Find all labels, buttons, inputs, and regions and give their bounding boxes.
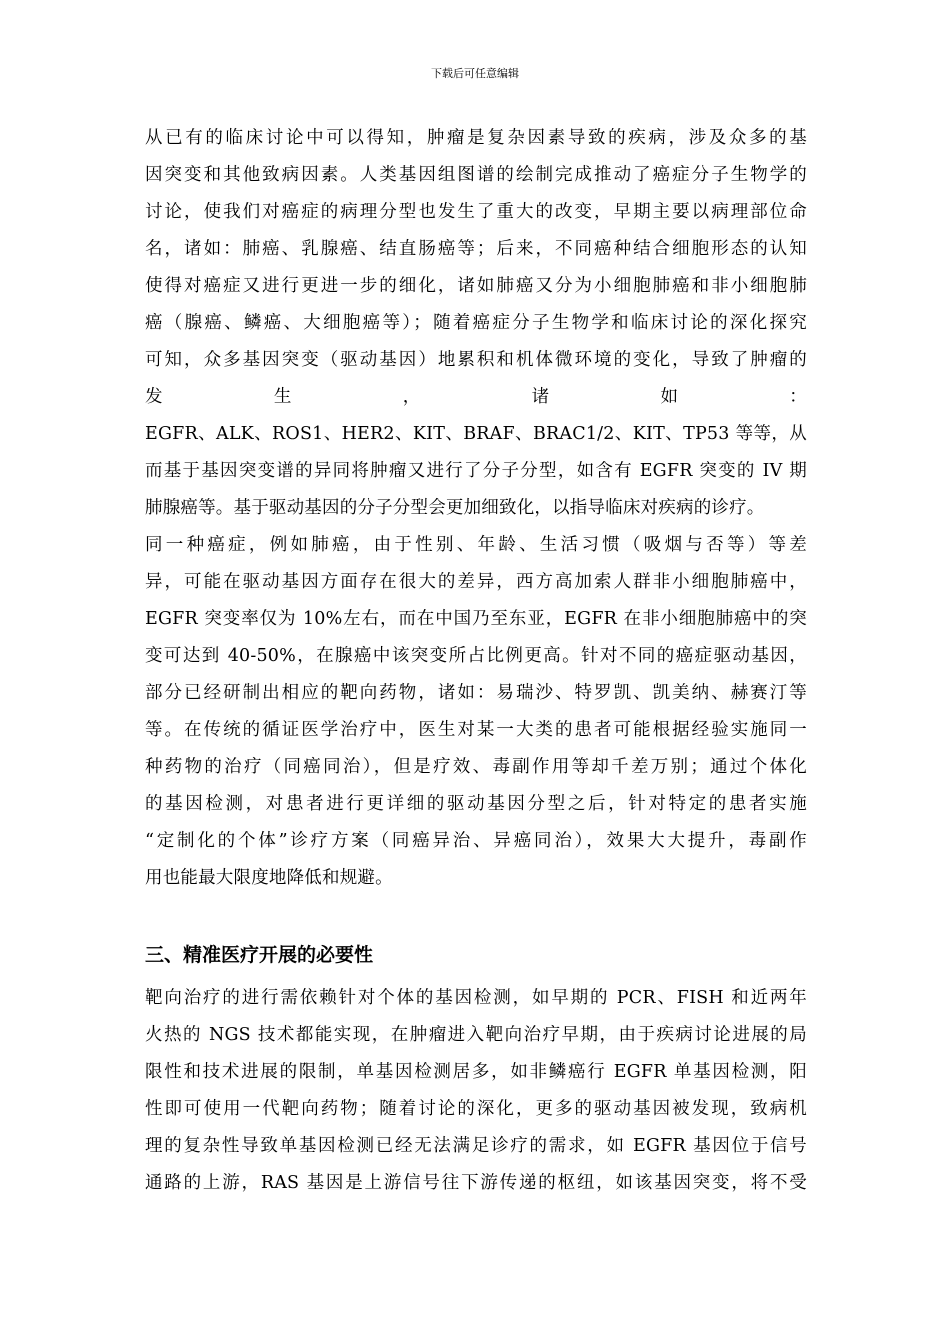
section-spacer [145, 897, 807, 934]
text-line: 肺腺癌等。基于驱动基因的分子分型会更加细致化，以指导临床对疾病的诊疗。 [145, 498, 765, 518]
text-line: “定制化的个体”诊疗方案（同癌异治、异癌同治），效果大大提升，毒副作 [145, 831, 807, 851]
section-heading: 三、精准医疗开展的必要性 [145, 944, 374, 966]
text-line: EGFR 突变率仅为 10%左右，而在中国乃至东亚，EGFR 在非小细胞肺癌中的突 [145, 609, 807, 629]
paragraph-3 [145, 980, 807, 1202]
page-header: 下载后可任意编辑 [431, 67, 519, 80]
text-line: 名，诸如：肺癌、乳腺癌、结直肠癌等；后来，不同癌种结合细胞形态的认知 [145, 239, 807, 259]
text-line: 通路的上游，RAS 基因是上游信号往下游传递的枢纽，如该基因突变，将不受 [145, 1173, 807, 1193]
text-line: 使得对癌症又进行更进一步的细化，诸如肺癌又分为小细胞肺癌和非小细胞肺 [145, 276, 807, 296]
text-line: 可知，众多基因突变（驱动基因）地累积和机体微环境的变化，导致了肿瘤的 [145, 350, 807, 370]
text-line: 异，可能在驱动基因方面存在很大的差异，西方高加索人群非小细胞肺癌中， [145, 572, 807, 592]
text-line: 等。在传统的循证医学治疗中，医生对某一大类的患者可能根据经验实施同一 [145, 720, 807, 740]
document-body [145, 120, 807, 1202]
text-line: 的基因检测，对患者进行更详细的驱动基因分型之后，针对特定的患者实施 [145, 794, 807, 814]
text-line: 限性和技术进展的限制，单基因检测居多，如非鳞癌行 EGFR 单基因检测，阳 [145, 1062, 807, 1082]
text-line: EGFR、ALK、ROS1、HER2、KIT、BRAF、BRAC1/2、KIT、TP53 等等，从 [145, 424, 807, 444]
text-line: 性即可使用一代靶向药物；随着讨论的深化，更多的驱动基因被发现，致病机 [145, 1099, 807, 1119]
text-line: 讨论，使我们对癌症的病理分型也发生了重大的改变，早期主要以病理部位命 [145, 202, 807, 222]
text-line: 癌（腺癌、鳞癌、大细胞癌等）；随着癌症分子生物学和临床讨论的深化探究 [145, 313, 807, 333]
text-line: 同一种癌症，例如肺癌，由于性别、年龄、生活习惯（吸烟与否等）等差 [145, 535, 807, 555]
text-line: 从已有的临床讨论中可以得知，肿瘤是复杂因素导致的疾病，涉及众多的基 [145, 128, 807, 148]
text-line: 因突变和其他致病因素。人类基因组图谱的绘制完成推动了癌症分子生物学的 [145, 165, 807, 185]
text-line: 变可达到 40-50%，在腺癌中该突变所占比例更高。针对不同的癌症驱动基因， [145, 646, 807, 666]
text-line: 理的复杂性导致单基因检测已经无法满足诊疗的需求，如 EGFR 基因位于信号 [145, 1136, 807, 1156]
text-line: 发 生 ， 诸 如 ： [145, 387, 807, 407]
text-line: 靶向治疗的进行需依赖针对个体的基因检测，如早期的 PCR、FISH 和近两年 [145, 988, 807, 1008]
text-line: 而基于基因突变谱的异同将肿瘤又进行了分子分型，如含有 EGFR 突变的 IV 期 [145, 461, 807, 481]
paragraph-1 [145, 120, 807, 527]
paragraph-2 [145, 527, 807, 897]
text-line: 种药物的治疗（同癌同治），但是疗效、毒副作用等却千差万别；通过个体化 [145, 757, 807, 777]
text-line: 部分已经研制出相应的靶向药物，诸如：易瑞沙、特罗凯、凯美纳、赫赛汀等 [145, 683, 807, 703]
text-line: 用也能最大限度地降低和规避。 [145, 868, 393, 888]
text-line: 火热的 NGS 技术都能实现，在肿瘤进入靶向治疗早期，由于疾病讨论进展的局 [145, 1025, 807, 1045]
